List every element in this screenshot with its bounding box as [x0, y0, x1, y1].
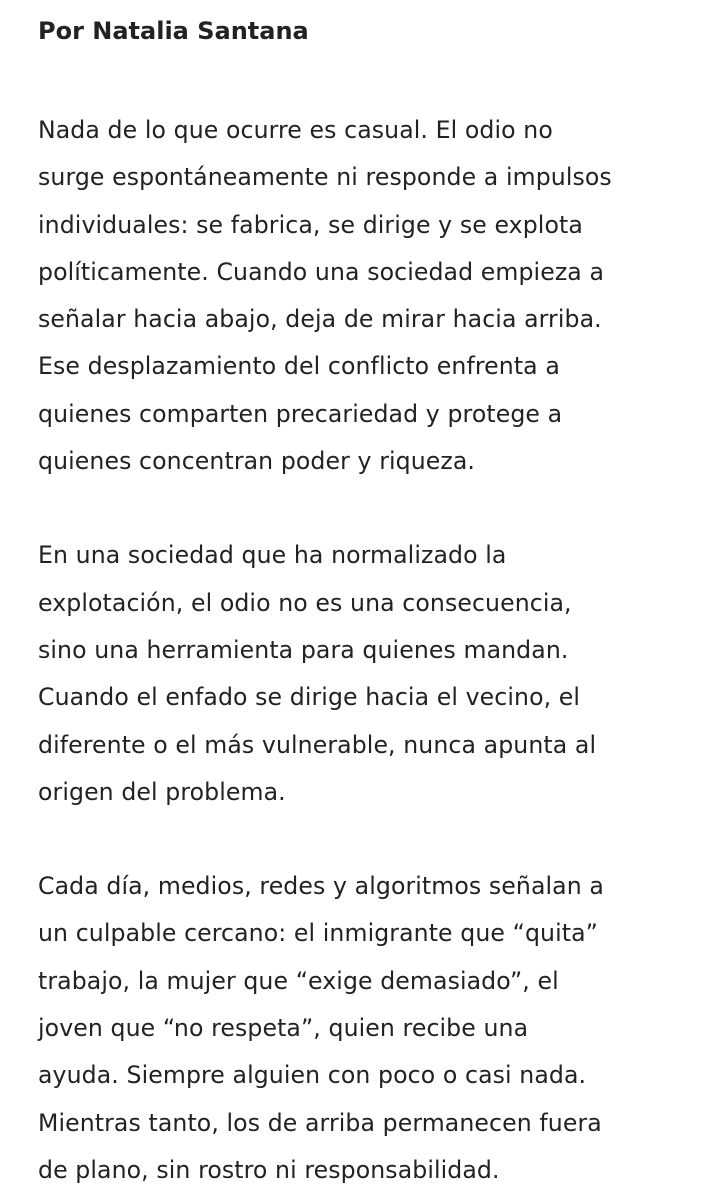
paragraph-line: Cuando el enfado se dirige hacia el vecino, el: [38, 683, 581, 712]
paragraph-line: de plano, sin rostro ni responsabilidad.: [38, 1155, 500, 1184]
paragraph-3: [38, 863, 685, 1194]
paragraph-line: trabajo, la mujer que “exige demasiado”, el: [38, 966, 559, 995]
paragraph-line: individuales: se fabrica, se dirige y se explota: [38, 210, 583, 239]
paragraph-line: políticamente. Cuando una sociedad empieza a: [38, 257, 605, 286]
paragraph-line: ayuda. Siempre alguien con poco o casi nada.: [38, 1061, 587, 1090]
paragraph-line: joven que “no respeta”, quien recibe una: [38, 1014, 529, 1043]
paragraph-line: sino una herramienta para quienes mandan.: [38, 635, 569, 664]
paragraph-line: origen del problema.: [38, 777, 286, 806]
paragraph-1: [38, 107, 685, 485]
paragraph-line: Ese desplazamiento del conflicto enfrenta a: [38, 352, 560, 381]
paragraph-line: Mientras tanto, los de arriba permanecen fuera: [38, 1108, 602, 1137]
author-byline: Por Natalia Santana: [38, 17, 309, 45]
paragraph-line: un culpable cercano: el inmigrante que “quita”: [38, 919, 598, 948]
paragraph-line: En una sociedad que ha normalizado la: [38, 541, 507, 570]
paragraph-line: Cada día, medios, redes y algoritmos señalan a: [38, 872, 604, 901]
paragraph-2: [38, 532, 685, 816]
paragraph-line: explotación, el odio no es una consecuencia,: [38, 588, 572, 617]
paragraph-line: surge espontáneamente ni responde a impulsos: [38, 163, 612, 192]
paragraph-line: Nada de lo que ocurre es casual. El odio no: [38, 116, 553, 144]
paragraph-line: señalar hacia abajo, deja de mirar hacia arriba.: [38, 305, 602, 334]
paragraph-line: quienes concentran poder y riqueza.: [38, 447, 476, 476]
paragraph-line: diferente o el más vulnerable, nunca apunta al: [38, 730, 597, 759]
paragraph-line: quienes comparten precariedad y protege a: [38, 399, 563, 428]
